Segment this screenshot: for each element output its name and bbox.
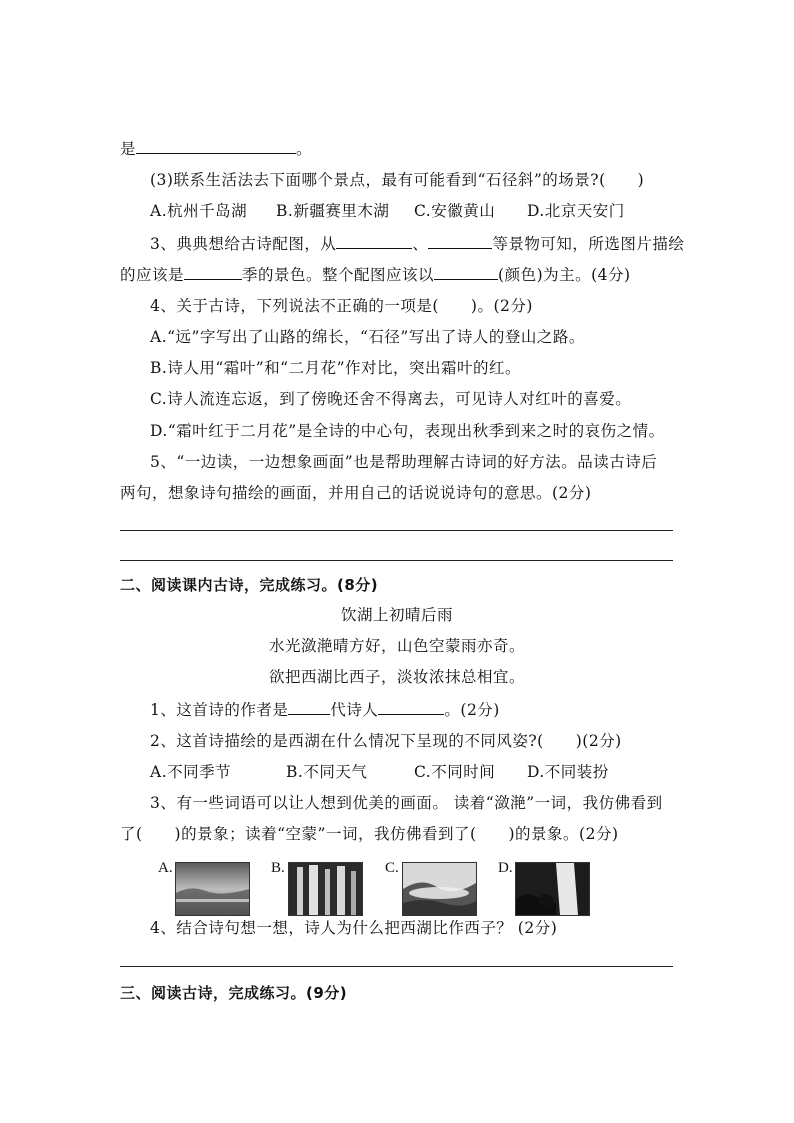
answer-blank[interactable]: [428, 233, 492, 249]
poem-title: 饮湖上初晴后雨: [340, 606, 453, 624]
question-5-line2: 两句，想象诗句描绘的画面，并用自己的话说说诗句的意思。(2分): [120, 484, 592, 502]
q3-text: 的应该是: [120, 266, 185, 284]
option-d[interactable]: D.“霜叶红于二月花”是全诗的中心句，表现出秋季到来之时的哀伤之情。: [150, 422, 665, 440]
option-a[interactable]: A.不同季节: [150, 763, 232, 781]
s2-question-4: 4、结合诗句想一想，诗人为什么把西湖比作西子？ (2分): [150, 919, 558, 937]
picture-label-a: A.: [158, 860, 173, 876]
s2-question-2: 2、这首诗描绘的是西湖在什么情况下呈现的不同风姿?( )(2分): [150, 732, 622, 750]
question-5-line1: 5、“一边读，一边想象画面”也是帮助理解古诗词的好方法。品读古诗后: [150, 453, 658, 471]
option-b[interactable]: B.诗人用“霜叶”和“二月花”作对比，突出霜叶的红。: [150, 359, 522, 377]
q1-suffix: 。: [296, 140, 313, 158]
option-d[interactable]: D.不同装扮: [527, 763, 609, 781]
option-c[interactable]: C.不同时间: [414, 763, 496, 781]
section-2-heading: 二、阅读课内古诗，完成练习。(8分): [120, 576, 379, 594]
s2q1-text: 1、这首诗的作者是: [150, 701, 289, 719]
question-1-3: (3)联系生活法去下面哪个景点，最有可能看到“石径斜”的场景?( ): [150, 171, 645, 189]
landscape-image-a[interactable]: [175, 862, 250, 916]
answer-line[interactable]: [120, 530, 673, 531]
option-c[interactable]: C.诗人流连忘返，到了傍晚还舍不得离去，可见诗人对红叶的喜爱。: [150, 390, 632, 408]
s2q1-text: 。(2分): [444, 701, 500, 719]
s2-question-3-line1: 3、有一些词语可以让人想到优美的画面。 读着“潋滟”一词，我仿佛看到: [150, 794, 663, 812]
landscape-image-d[interactable]: [515, 862, 590, 916]
answer-blank[interactable]: [184, 264, 242, 280]
q3-text: 季的景色。整个配图应该以: [242, 266, 435, 284]
question-3-line2: [120, 264, 631, 285]
answer-blank[interactable]: [378, 699, 444, 715]
answer-blank[interactable]: [288, 699, 330, 715]
option-b[interactable]: B.新疆赛里木湖: [276, 202, 390, 220]
poem-line-2: 欲把西湖比西子，淡妆浓抹总相宜。: [268, 668, 525, 686]
answer-blank[interactable]: [336, 233, 412, 249]
picture-label-d: D.: [498, 860, 513, 876]
question-3-line1: [150, 233, 684, 254]
q3-text: (颜色)为主。(4分): [498, 266, 631, 284]
picture-label-b: B.: [271, 860, 285, 876]
picture-label-c: C.: [385, 860, 399, 876]
s2-question-3-line2: 了( )的景象；读着“空蒙”一词，我仿佛看到了( )的景象。(2分): [120, 825, 619, 843]
answer-line[interactable]: [120, 966, 673, 967]
landscape-image-b[interactable]: [288, 862, 363, 916]
option-c[interactable]: C.安徽黄山: [414, 202, 496, 220]
option-b[interactable]: B.不同天气: [286, 763, 368, 781]
q3-text: 3、典典想给古诗配图，从: [150, 235, 337, 253]
poem-line-1: 水光潋滟晴方好，山色空蒙雨亦奇。: [268, 637, 525, 655]
answer-line[interactable]: [120, 560, 673, 561]
answer-blank[interactable]: [434, 264, 498, 280]
q1-prefix: 是: [120, 140, 137, 158]
option-d[interactable]: D.北京天安门: [527, 202, 625, 220]
s2q1-text: 代诗人: [330, 701, 379, 719]
option-a[interactable]: A.杭州千岛湖: [150, 202, 248, 220]
q3-text: 等景物可知，所选图片描绘: [492, 235, 685, 253]
section-3-heading: 三、阅读古诗，完成练习。(9分): [120, 984, 348, 1002]
q3-sep: 、: [412, 235, 429, 253]
question-4: 4、关于古诗，下列说法不正确的一项是( )。(2分): [150, 297, 533, 315]
s2-question-1: [150, 699, 500, 720]
answer-blank[interactable]: [136, 138, 296, 154]
option-a[interactable]: A.“远”字写出了山路的绵长，“石径”写出了诗人的登山之路。: [150, 328, 585, 346]
answer-line-q1: [120, 138, 312, 159]
landscape-image-c[interactable]: [402, 862, 477, 916]
